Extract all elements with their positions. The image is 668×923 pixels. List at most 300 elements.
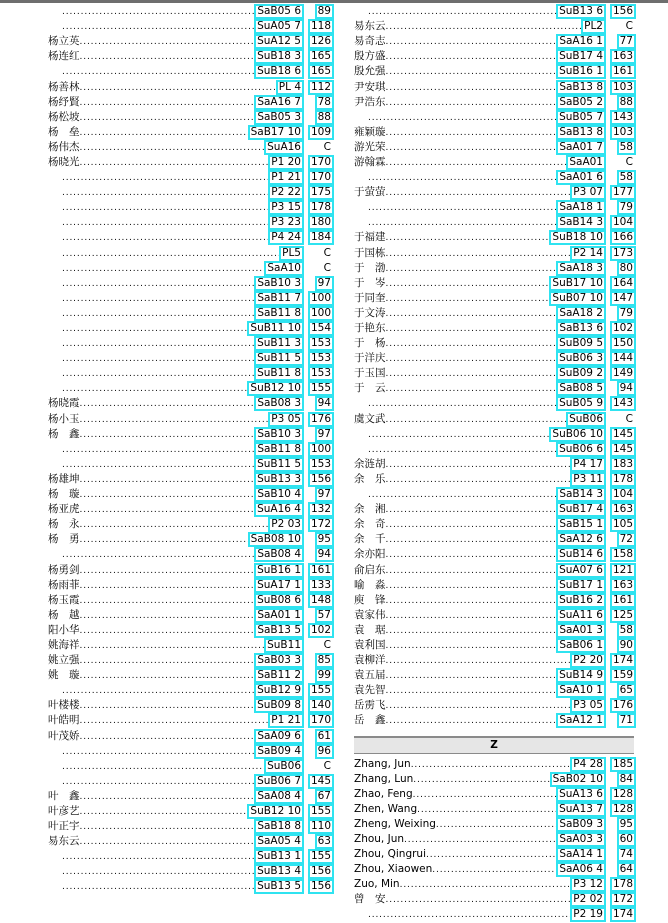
entry-reference-link[interactable]: P2 02 [570, 892, 606, 907]
entry-reference-link[interactable]: SuB06 7 [254, 774, 304, 789]
entry-reference-link[interactable]: SuB12 10 [247, 804, 304, 819]
entry-page-number[interactable]: 132 [308, 502, 334, 517]
entry-page [606, 170, 636, 185]
entry-reference-link[interactable]: SuB08 6 [254, 593, 304, 608]
entry-page-number[interactable]: 170 [308, 170, 334, 185]
entry-name: 杨小玉 [48, 412, 80, 425]
entry-page-number[interactable]: 121 [610, 563, 636, 578]
entry-reference-link[interactable]: SaB18 8 [254, 819, 304, 834]
entry-reference-link[interactable]: SaA10 [264, 261, 304, 276]
entry-page-number[interactable]: 90 [617, 638, 636, 653]
entry-page [606, 276, 636, 291]
index-entry [354, 34, 636, 49]
entry-page [304, 442, 334, 457]
index-entry [354, 698, 636, 713]
entry-reference-link[interactable]: SaB10 4 [254, 487, 304, 502]
entry-reference-link[interactable]: P2 20 [570, 653, 606, 668]
entry-reference-link[interactable]: SuB12 9 [254, 683, 304, 698]
entry-page-number[interactable]: 102 [610, 321, 636, 336]
index-entry [48, 759, 334, 774]
entry-page-number[interactable]: 79 [617, 306, 636, 321]
entry-name: 俞启东 [354, 563, 386, 576]
entry-reference-link[interactable]: SaB11 8 [254, 442, 304, 457]
entry-page-number[interactable]: 163 [610, 502, 636, 517]
entry-name: 叶楼楼 [48, 699, 80, 712]
entry-page-number[interactable]: 95 [617, 817, 636, 832]
entry-reference-link[interactable]: PL5 [279, 246, 304, 261]
entry-page-number[interactable]: 159 [610, 668, 636, 683]
entry-page-number[interactable]: 60 [617, 832, 636, 847]
entry-reference-link[interactable]: SuB17 10 [549, 276, 606, 291]
entry-page-number[interactable]: 140 [308, 698, 334, 713]
entry-page-number[interactable]: 177 [610, 185, 636, 200]
entry-page-number[interactable]: 150 [610, 336, 636, 351]
dot-leader [386, 125, 557, 140]
entry-page-number[interactable]: 156 [308, 472, 334, 487]
entry-reference-link[interactable]: P2 03 [268, 517, 304, 532]
entry-reference-link[interactable]: PL 4 [276, 80, 304, 95]
entry-reference-link[interactable]: SaA01 [566, 155, 606, 170]
entry-page-number[interactable]: 180 [308, 215, 334, 230]
entry-page-number[interactable]: 143 [610, 396, 636, 411]
entry-reference-link[interactable]: SuB13 6 [556, 4, 606, 19]
entry-page-number[interactable]: 163 [610, 49, 636, 64]
entry-reference-link[interactable]: SaB11 2 [254, 668, 304, 683]
entry-page-number[interactable]: 176 [308, 412, 334, 427]
index-entry [48, 729, 334, 744]
entry-reference-link[interactable]: SuB13 4 [254, 864, 304, 879]
entry-reference-link[interactable]: SuA17 1 [254, 578, 304, 593]
index-entry [48, 170, 334, 185]
entry-page-number[interactable]: 145 [610, 442, 636, 457]
entry-reference-link[interactable]: SuB07 10 [549, 291, 606, 306]
entry-page-number[interactable]: 65 [617, 683, 636, 698]
dot-leader [411, 757, 571, 772]
entry-reference-link[interactable]: P2 19 [570, 907, 606, 922]
entry-page-number[interactable]: 176 [610, 698, 636, 713]
entry-reference-link[interactable]: SuB18 10 [549, 230, 606, 245]
entry-page-number[interactable]: 109 [308, 125, 334, 140]
entry-reference-link[interactable]: SuB16 1 [556, 64, 606, 79]
index-entry [48, 774, 334, 789]
entry-page-number[interactable]: 164 [610, 276, 636, 291]
index-entry [48, 442, 334, 457]
entry-page [606, 19, 636, 34]
entry-page [304, 517, 334, 532]
entry-reference-link[interactable]: SuB12 10 [247, 381, 304, 396]
entry-page-number[interactable]: 153 [308, 457, 334, 472]
entry-page-number[interactable]: 58 [617, 170, 636, 185]
entry-page-number[interactable]: 184 [308, 230, 334, 245]
entry-page-number[interactable]: 166 [610, 230, 636, 245]
entry-reference-link[interactable]: SaB06 1 [556, 638, 606, 653]
entry-reference-link[interactable]: SuB16 2 [556, 593, 606, 608]
entry-reference-link[interactable]: SaB08 5 [556, 381, 606, 396]
entry-reference-link[interactable]: SuA07 6 [556, 563, 606, 578]
entry-name: 殷允强 [354, 65, 386, 78]
entry-page-number[interactable]: 172 [308, 517, 334, 532]
entry-reference-link[interactable]: SuB14 9 [556, 668, 606, 683]
entry-page [304, 879, 334, 894]
entry-page-number[interactable]: 94 [315, 547, 334, 562]
entry-reference-link[interactable]: SuB06 10 [549, 427, 606, 442]
entry-reference-link[interactable]: SaA01 3 [556, 623, 606, 638]
entry-page-number[interactable]: 102 [308, 623, 334, 638]
entry-page-number[interactable]: 158 [610, 547, 636, 562]
index-entry [48, 789, 334, 804]
entry-page-number[interactable]: 78 [315, 95, 334, 110]
dot-leader [62, 4, 254, 19]
dot-leader [386, 34, 557, 49]
entry-page-number[interactable]: 148 [308, 593, 334, 608]
entry-reference-link[interactable]: P2 14 [570, 246, 606, 261]
entry-reference-link[interactable]: SaB10 3 [254, 427, 304, 442]
entry-name: 于 杨 [354, 337, 386, 350]
entry-page-number[interactable]: 61 [315, 729, 334, 744]
entry-page-number[interactable]: 104 [610, 215, 636, 230]
entry-reference-link[interactable]: SaB02 10 [550, 772, 606, 787]
entry-reference-link[interactable]: SuB06 [264, 759, 304, 774]
entry-reference-link[interactable]: SuB11 5 [254, 457, 304, 472]
entry-page [606, 517, 636, 532]
entry-page-number[interactable]: 99 [315, 668, 334, 683]
entry-page-number[interactable]: 174 [610, 907, 636, 922]
entry-page-number[interactable]: 100 [308, 291, 334, 306]
entry-reference-link[interactable]: SuB16 1 [254, 563, 304, 578]
entry-reference-link[interactable]: SuB13 1 [254, 849, 304, 864]
entry-page-number: C [323, 638, 331, 651]
entry-page-number[interactable]: 88 [617, 95, 636, 110]
entry-page [304, 200, 334, 215]
entry-page [606, 653, 636, 668]
entry-reference-link[interactable]: SuB05 7 [556, 110, 606, 125]
entry-page-number[interactable]: 64 [617, 862, 636, 877]
index-entry [48, 593, 334, 608]
entry-reference-link[interactable]: SaA16 1 [556, 34, 606, 49]
entry-reference-link[interactable]: SaB05 3 [254, 110, 304, 125]
dot-leader [386, 185, 571, 200]
dot-leader [368, 110, 556, 125]
entry-page [304, 864, 334, 879]
entry-reference-link[interactable]: SuB09 5 [556, 336, 606, 351]
entry-page-number[interactable]: 153 [308, 351, 334, 366]
entry-reference-link[interactable]: SuA16 4 [254, 502, 304, 517]
entry-page-number[interactable]: 165 [308, 64, 334, 79]
entry-page-number[interactable]: 156 [610, 4, 636, 19]
entry-reference-link[interactable]: SaB11 7 [254, 291, 304, 306]
entry-page-number[interactable]: 133 [308, 578, 334, 593]
entry-page-number[interactable]: 89 [315, 4, 334, 19]
index-column-left [48, 4, 334, 895]
entry-page [304, 547, 334, 562]
entry-name: 叶 鑫 [48, 789, 80, 802]
entry-reference-link[interactable]: SaB14 3 [556, 215, 606, 230]
dot-leader [80, 140, 265, 155]
index-entry [354, 125, 636, 140]
entry-reference-link[interactable]: SaA14 1 [556, 847, 606, 862]
entry-page-number[interactable]: 71 [617, 713, 636, 728]
index-entry [48, 879, 334, 894]
entry-reference-link[interactable]: SaA03 3 [556, 832, 606, 847]
entry-page-number[interactable]: 112 [308, 80, 334, 95]
entry-page-number[interactable]: 103 [610, 125, 636, 140]
entry-reference-link[interactable]: P1 21 [268, 170, 304, 185]
entry-reference-link[interactable]: SaB05 6 [254, 4, 304, 19]
entry-reference-link[interactable]: SaA18 2 [556, 306, 606, 321]
entry-page-number[interactable]: 183 [610, 457, 636, 472]
entry-reference-link[interactable]: P4 28 [570, 757, 606, 772]
entry-page-number[interactable]: 94 [617, 381, 636, 396]
entry-page-number[interactable]: 161 [308, 563, 334, 578]
dot-leader [386, 336, 557, 351]
entry-page-number[interactable]: 170 [308, 155, 334, 170]
entry-page [304, 246, 334, 261]
entry-reference-link[interactable]: SaA12 1 [556, 713, 606, 728]
entry-page-number[interactable]: 185 [610, 757, 636, 772]
entry-page-number[interactable]: 144 [610, 351, 636, 366]
entry-page-number[interactable]: 74 [617, 847, 636, 862]
entry-reference-link[interactable]: P3 12 [570, 877, 606, 892]
entry-page-number[interactable]: 178 [308, 200, 334, 215]
entry-reference-link[interactable]: P3 05 [570, 698, 606, 713]
entry-reference-link[interactable]: SaA01 7 [556, 140, 606, 155]
index-entry [48, 834, 334, 849]
entry-page-number[interactable]: 118 [308, 19, 334, 34]
entry-page-number[interactable]: 67 [315, 789, 334, 804]
entry-page-number[interactable]: 154 [308, 321, 334, 336]
entry-page-number[interactable]: 175 [308, 185, 334, 200]
entry-reference-link[interactable]: SuB13 3 [254, 472, 304, 487]
entry-reference-link[interactable]: SaB05 2 [556, 95, 606, 110]
entry-reference-link[interactable]: P3 05 [268, 412, 304, 427]
entry-page [304, 713, 334, 728]
entry-page-number[interactable]: 178 [610, 877, 636, 892]
index-entry [48, 698, 334, 713]
entry-page-number[interactable]: 85 [315, 653, 334, 668]
entry-reference-link[interactable]: P4 24 [268, 230, 304, 245]
entry-page-number[interactable]: 100 [308, 306, 334, 321]
entry-page-number[interactable]: 125 [610, 608, 636, 623]
entry-reference-link[interactable]: SuB09 2 [556, 366, 606, 381]
entry-page-number[interactable]: 97 [315, 276, 334, 291]
entry-page-number[interactable]: 161 [610, 64, 636, 79]
entry-reference-link[interactable]: SaA12 6 [556, 532, 606, 547]
entry-page-number[interactable]: 174 [610, 653, 636, 668]
entry-page-number[interactable]: 97 [315, 427, 334, 442]
entry-page-number[interactable]: 105 [610, 517, 636, 532]
entry-page-number[interactable]: 95 [315, 532, 334, 547]
dot-leader [62, 64, 254, 79]
dot-leader [62, 457, 254, 472]
entry-page-number[interactable]: 84 [617, 772, 636, 787]
dot-leader [368, 427, 549, 442]
entry-page-number[interactable]: 97 [315, 487, 334, 502]
entry-page-number[interactable]: 96 [315, 744, 334, 759]
entry-reference-link[interactable]: SaB15 1 [556, 517, 606, 532]
entry-name: 易东云 [48, 835, 80, 848]
entry-reference-link[interactable]: SuA16 [264, 140, 304, 155]
entry-page-number[interactable]: 170 [308, 713, 334, 728]
entry-page [606, 817, 636, 832]
entry-page [304, 789, 334, 804]
entry-reference-link[interactable]: SuB09 8 [254, 698, 304, 713]
entry-reference-link[interactable]: SaA06 4 [556, 862, 606, 877]
entry-reference-link[interactable]: SuB17 4 [556, 502, 606, 517]
entry-page-number: C [323, 246, 331, 259]
entry-page-number[interactable]: 165 [308, 49, 334, 64]
entry-page [304, 638, 334, 653]
entry-page-number[interactable]: 156 [308, 864, 334, 879]
index-entry [48, 366, 334, 381]
entry-reference-link[interactable]: SuB06 3 [556, 351, 606, 366]
entry-reference-link[interactable]: SaA18 1 [556, 200, 606, 215]
entry-reference-link[interactable]: SuB11 10 [247, 321, 304, 336]
entry-reference-link[interactable]: P3 11 [570, 472, 606, 487]
entry-page-number[interactable]: 161 [610, 593, 636, 608]
entry-page-number[interactable]: 104 [610, 487, 636, 502]
entry-reference-link[interactable]: SuB14 6 [556, 547, 606, 562]
entry-reference-link[interactable]: SuA05 7 [254, 19, 304, 34]
entry-reference-link[interactable]: SaA18 3 [556, 261, 606, 276]
index-entry [48, 608, 334, 623]
entry-page-number[interactable]: 128 [610, 802, 636, 817]
dot-leader [368, 170, 556, 185]
entry-reference-link[interactable]: P1 20 [268, 155, 304, 170]
entry-reference-link[interactable]: SuB06 [566, 412, 606, 427]
entry-page-number[interactable]: 58 [617, 623, 636, 638]
entry-reference-link[interactable]: SaB08 3 [254, 396, 304, 411]
entry-page-number[interactable]: 155 [308, 849, 334, 864]
entry-reference-link[interactable]: SuB11 3 [254, 336, 304, 351]
entry-page [606, 892, 636, 907]
entry-page-number[interactable]: 58 [617, 140, 636, 155]
entry-reference-link[interactable]: SaB13 8 [556, 125, 606, 140]
entry-page-number[interactable]: 126 [308, 34, 334, 49]
entry-reference-link[interactable]: SaB11 8 [254, 306, 304, 321]
entry-reference-link[interactable]: P2 22 [268, 185, 304, 200]
entry-reference-link[interactable]: P3 23 [268, 215, 304, 230]
entry-page-number[interactable]: 163 [610, 578, 636, 593]
entry-page-number[interactable]: 178 [610, 472, 636, 487]
entry-page-number[interactable]: 143 [610, 110, 636, 125]
entry-reference-link[interactable]: SuA11 6 [556, 608, 606, 623]
entry-reference-link[interactable]: SuA13 6 [556, 787, 606, 802]
entry-reference-link[interactable]: SaA05 4 [254, 834, 304, 849]
entry-reference-link[interactable]: SuA13 7 [556, 802, 606, 817]
entry-reference-link[interactable]: SaB13 8 [556, 80, 606, 95]
entry-page-number[interactable]: 153 [308, 336, 334, 351]
entry-reference-link[interactable]: P3 07 [570, 185, 606, 200]
index-entry [354, 832, 636, 847]
entry-reference-link[interactable]: SuB06 6 [556, 442, 606, 457]
entry-page-number[interactable]: 172 [610, 892, 636, 907]
entry-page-number[interactable]: 94 [315, 396, 334, 411]
entry-reference-link[interactable]: SaA01 6 [556, 170, 606, 185]
entry-page-number[interactable]: 57 [315, 608, 334, 623]
entry-reference-link[interactable]: SaB09 4 [254, 744, 304, 759]
entry-reference-link[interactable]: SuA12 5 [254, 34, 304, 49]
entry-reference-link[interactable]: SaB09 3 [556, 817, 606, 832]
entry-reference-link[interactable]: SuB11 8 [254, 366, 304, 381]
entry-reference-link[interactable]: PL2 [581, 19, 606, 34]
window-top-border [0, 0, 668, 3]
entry-reference-link[interactable]: SuB17 1 [556, 578, 606, 593]
entry-page-number[interactable]: 63 [315, 834, 334, 849]
index-entry [354, 185, 636, 200]
entry-page-number[interactable]: 100 [308, 442, 334, 457]
entry-page-number[interactable]: 110 [308, 819, 334, 834]
entry-reference-link[interactable]: SuB17 4 [556, 49, 606, 64]
entry-reference-link[interactable]: SuB11 5 [254, 351, 304, 366]
entry-page [304, 502, 334, 517]
entry-page-number[interactable]: 147 [610, 291, 636, 306]
entry-reference-link[interactable]: SaB08 4 [254, 547, 304, 562]
entry-page-number[interactable]: 173 [610, 246, 636, 261]
entry-page-number[interactable]: 103 [610, 80, 636, 95]
entry-page [606, 802, 636, 817]
entry-page-number[interactable]: 156 [308, 879, 334, 894]
entry-reference-link[interactable]: SaB08 10 [248, 532, 304, 547]
entry-page-number[interactable]: 145 [610, 427, 636, 442]
index-entry [354, 200, 636, 215]
entry-reference-link[interactable]: SaB03 3 [254, 653, 304, 668]
entry-name: 叶皓明 [48, 714, 80, 727]
entry-name: 姚 璇 [48, 669, 80, 682]
dot-leader [62, 744, 254, 759]
entry-name: 叶茂娇 [48, 729, 80, 742]
entry-reference-link[interactable]: SaA09 6 [254, 729, 304, 744]
entry-reference-link[interactable]: SaA08 4 [254, 789, 304, 804]
section-header-z [354, 736, 634, 754]
dot-leader [368, 4, 556, 19]
entry-reference-link[interactable]: SaA16 7 [254, 95, 304, 110]
entry-page-number[interactable]: 72 [617, 532, 636, 547]
entry-page [606, 261, 636, 276]
entry-page-number[interactable]: 155 [308, 381, 334, 396]
entry-page-number[interactable]: 77 [617, 34, 636, 49]
entry-reference-link[interactable]: P1 21 [268, 713, 304, 728]
entry-reference-link[interactable]: SaB10 3 [254, 276, 304, 291]
entry-reference-link[interactable]: SaA01 1 [254, 608, 304, 623]
index-entry [48, 336, 334, 351]
dot-leader [404, 832, 556, 847]
entry-reference-link[interactable]: P3 15 [268, 200, 304, 215]
entry-page-number[interactable]: 79 [617, 200, 636, 215]
dot-leader [386, 64, 557, 79]
entry-reference-link[interactable]: SuB11 [264, 638, 304, 653]
entry-page-number[interactable]: 155 [308, 804, 334, 819]
dot-leader [62, 366, 254, 381]
entry-reference-link[interactable]: SuB13 5 [254, 879, 304, 894]
entry-reference-link[interactable]: SaA10 1 [556, 683, 606, 698]
entry-page-number[interactable]: 88 [315, 110, 334, 125]
entry-reference-link[interactable]: SuB05 9 [556, 396, 606, 411]
entry-reference-link[interactable]: SaB13 6 [556, 321, 606, 336]
entry-name: 姚海祥 [48, 638, 80, 651]
entry-page-number[interactable]: 128 [610, 787, 636, 802]
entry-reference-link[interactable]: SuB18 6 [254, 64, 304, 79]
entry-page-number[interactable]: 153 [308, 366, 334, 381]
entry-page-number[interactable]: 145 [308, 774, 334, 789]
entry-reference-link[interactable]: SaB14 3 [556, 487, 606, 502]
entry-reference-link[interactable]: P4 17 [570, 457, 606, 472]
entry-page-number[interactable]: 80 [617, 261, 636, 276]
entry-reference-link[interactable]: SuB18 3 [254, 49, 304, 64]
entry-reference-link[interactable]: SaB17 10 [248, 125, 304, 140]
entry-page-number[interactable]: 149 [610, 366, 636, 381]
entry-page-number[interactable]: 155 [308, 683, 334, 698]
entry-reference-link[interactable]: SaB13 5 [254, 623, 304, 638]
